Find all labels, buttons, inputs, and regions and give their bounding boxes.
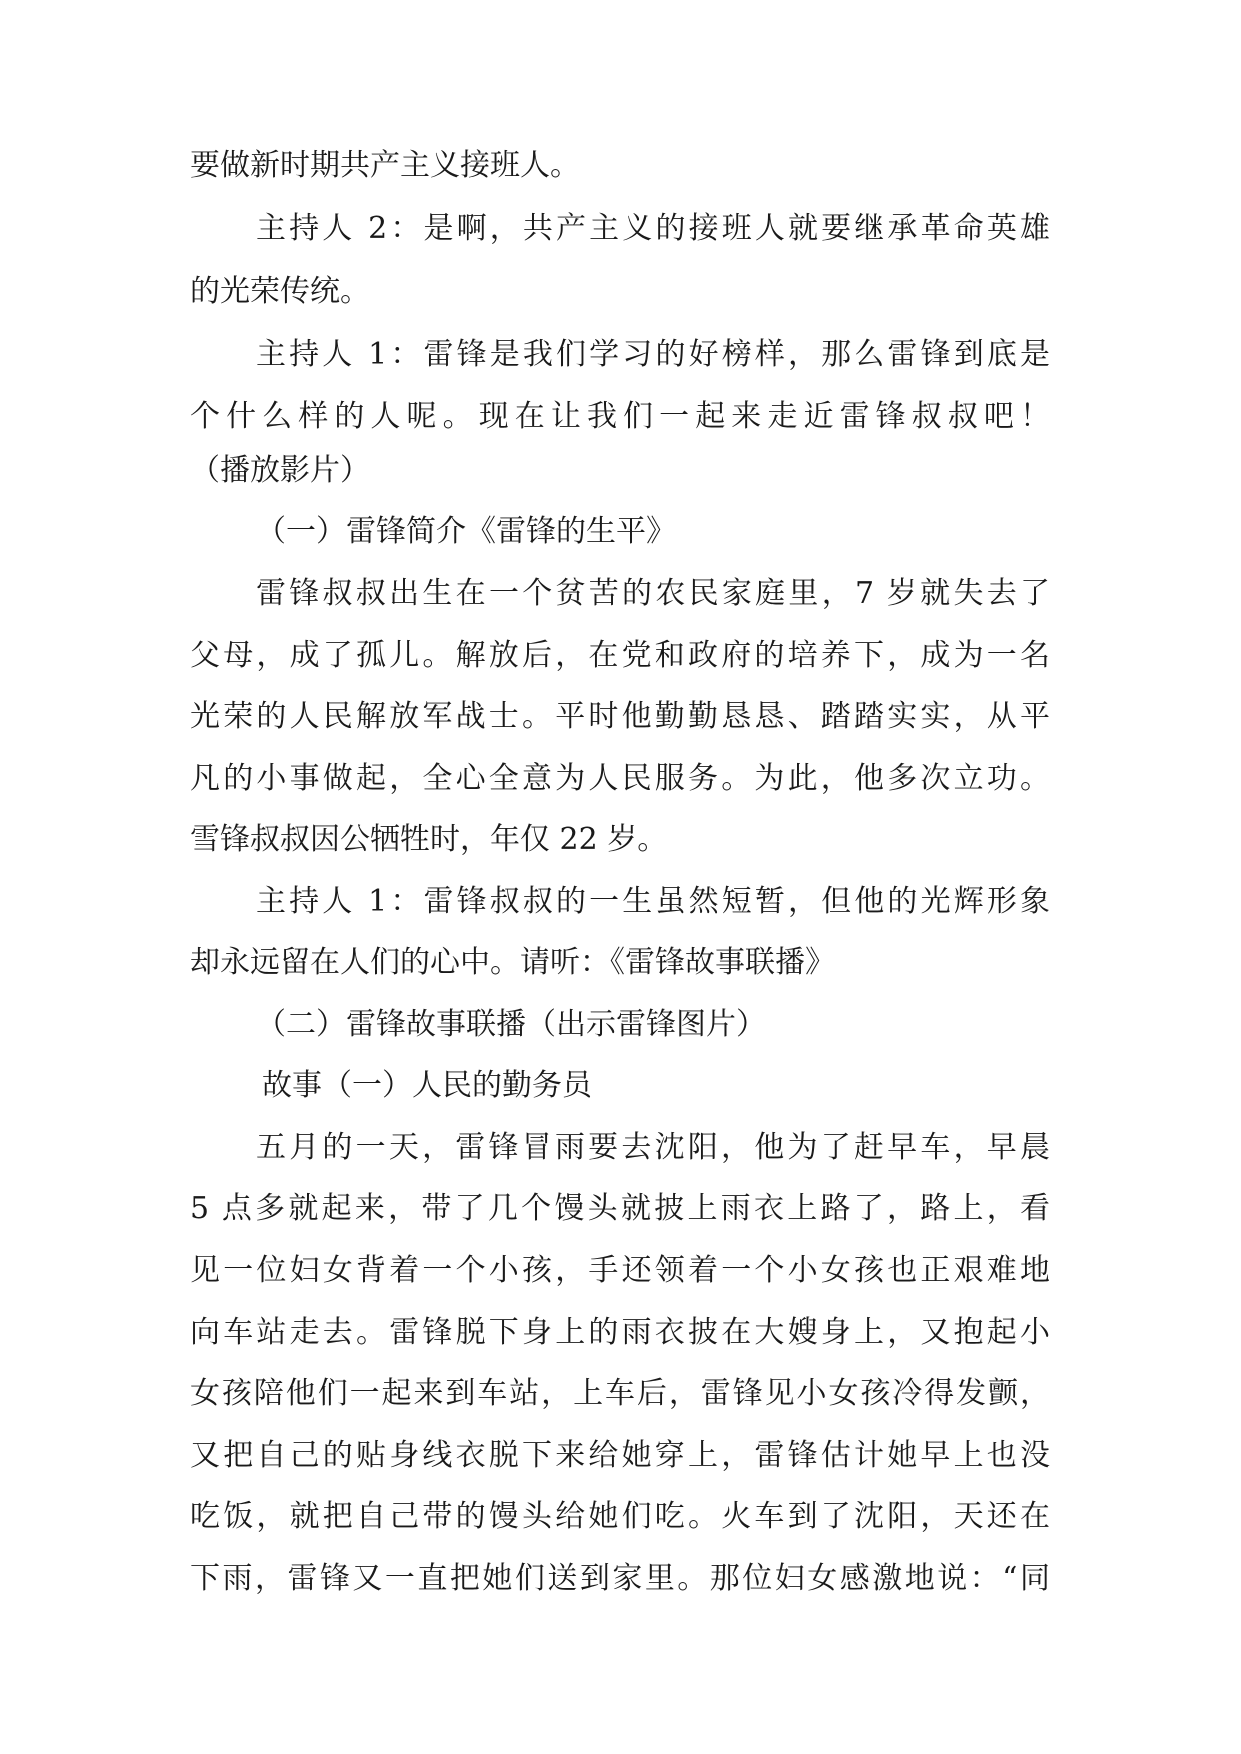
text-line: 主持人 1：雷锋是我们学习的好榜样，那么雷锋到底是	[256, 337, 1050, 372]
text-line: 父母，成了孤儿。解放后，在党和政府的培养下，成为一名	[190, 638, 1050, 673]
text-line: （播放影片）	[190, 453, 370, 488]
text-line: 又把自己的贴身线衣脱下来给她穿上，雷锋估计她早上也没	[190, 1438, 1050, 1473]
section-heading: （一）雷锋简介《雷锋的生平》	[256, 514, 676, 549]
text-line: 雷锋叔叔出生在一个贫苦的农民家庭里，7 岁就失去了	[256, 576, 1050, 611]
text-line: 主持人 2：是啊，共产主义的接班人就要继承革命英雄	[256, 211, 1050, 246]
text-line: 要做新时期共产主义接班人。	[190, 148, 580, 183]
text-line: 见一位妇女背着一个小孩，手还领着一个小女孩也正艰难地	[190, 1253, 1050, 1288]
text-line: 凡的小事做起，全心全意为人民服务。为此，他多次立功。	[190, 761, 1050, 796]
text-line: 下雨，雷锋又一直把她们送到家里。那位妇女感激地说：“同	[190, 1561, 1050, 1596]
text-line: 却永远留在人们的心中。请听：《雷锋故事联播》	[190, 945, 835, 980]
text-line: 雪锋叔叔因公牺牲时，年仅 22 岁。	[190, 822, 668, 857]
section-heading: （二）雷锋故事联播（出示雷锋图片）	[256, 1007, 766, 1042]
story-heading: 故事（一）人民的勤务员	[262, 1068, 592, 1103]
text-line: 光荣的人民解放军战士。平时他勤勤恳恳、踏踏实实，从平	[190, 699, 1050, 734]
text-line: 的光荣传统。	[190, 274, 370, 309]
text-line: 吃饭，就把自己带的馒头给她们吃。火车到了沈阳，天还在	[190, 1499, 1050, 1534]
text-line: 主持人 1：雷锋叔叔的一生虽然短暂，但他的光辉形象	[256, 884, 1050, 919]
text-line: 5 点多就起来，带了几个馒头就披上雨衣上路了，路上，看	[190, 1191, 1050, 1226]
text-line: 向车站走去。雷锋脱下身上的雨衣披在大嫂身上，又抱起小	[190, 1315, 1050, 1350]
text-line: 个什么样的人呢。现在让我们一起来走近雷锋叔叔吧！	[190, 399, 1050, 434]
text-line: 五月的一天，雷锋冒雨要去沈阳，他为了赶早车，早晨	[256, 1130, 1050, 1165]
text-line: 女孩陪他们一起来到车站，上车后，雷锋见小女孩冷得发颤，	[190, 1376, 1050, 1411]
